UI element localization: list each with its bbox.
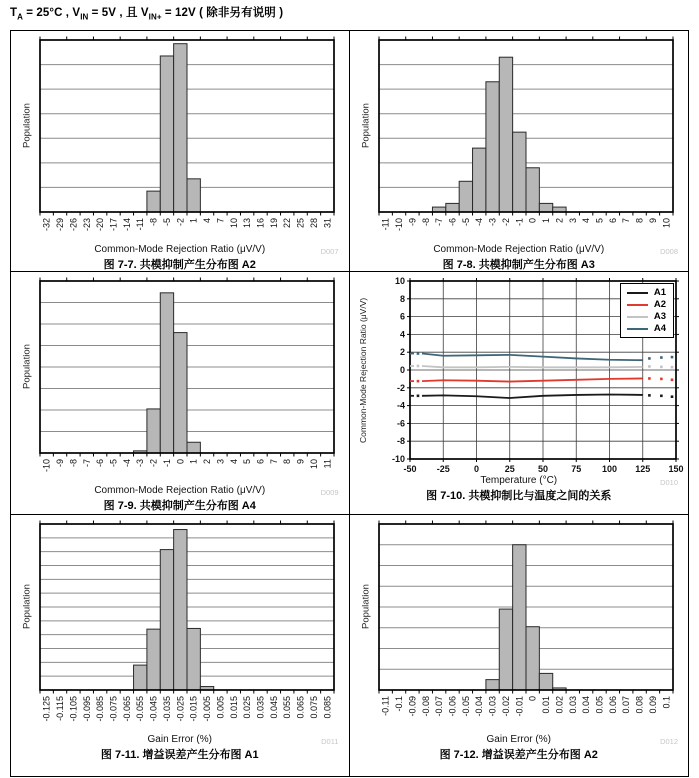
- figure-caption: 图 7-9. 共模抑制产生分布图 A4: [103, 500, 256, 512]
- svg-text:-0.07: -0.07: [433, 696, 444, 717]
- svg-text:0.03: 0.03: [567, 696, 578, 714]
- svg-text:0.02: 0.02: [554, 696, 565, 714]
- svg-text:-6: -6: [447, 218, 458, 227]
- svg-text:6: 6: [255, 459, 266, 465]
- svg-text:-1: -1: [514, 218, 525, 227]
- svg-text:8: 8: [281, 459, 292, 465]
- svg-text:-6: -6: [94, 459, 105, 468]
- svg-text:-14: -14: [121, 218, 132, 232]
- svg-text:-0.025: -0.025: [175, 696, 186, 722]
- svg-text:1: 1: [540, 218, 551, 224]
- svg-text:-0.08: -0.08: [420, 696, 431, 717]
- svg-text:3: 3: [215, 459, 226, 465]
- svg-text:150: 150: [668, 464, 684, 474]
- svg-text:6: 6: [399, 311, 405, 322]
- x-axis-row: [11, 734, 349, 746]
- svg-text:-0.02: -0.02: [500, 696, 511, 717]
- svg-text:-7: -7: [433, 218, 444, 227]
- svg-text:16: 16: [255, 218, 266, 229]
- svg-text:-9: -9: [54, 459, 65, 468]
- svg-text:-0.105: -0.105: [68, 696, 79, 722]
- svg-text:0.025: 0.025: [241, 696, 252, 719]
- svg-text:-7: -7: [81, 459, 92, 468]
- svg-text:-8: -8: [148, 218, 159, 227]
- svg-text:-3: -3: [487, 218, 498, 227]
- svg-text:100: 100: [601, 464, 617, 474]
- y-axis-title: Population: [360, 103, 372, 149]
- svg-text:-0.05: -0.05: [460, 696, 471, 717]
- svg-text:28: 28: [308, 218, 319, 229]
- svg-text:-8: -8: [396, 436, 405, 447]
- figure-cell-7-8: [350, 31, 689, 272]
- x-axis-row: [350, 734, 689, 746]
- legend-label: A2: [653, 299, 666, 310]
- y-axis-title: Population: [21, 344, 33, 390]
- x-axis-title: Common-Mode Rejection Ratio (μV/V): [94, 244, 266, 255]
- svg-text:1: 1: [188, 218, 199, 224]
- legend-line-swatch: [627, 328, 648, 330]
- watermark: D009: [320, 488, 339, 497]
- svg-text:4: 4: [399, 329, 405, 340]
- svg-text:-0.06: -0.06: [447, 696, 458, 717]
- svg-text:1: 1: [188, 459, 199, 465]
- svg-text:-0.01: -0.01: [514, 696, 525, 717]
- x-axis-row: [11, 485, 349, 497]
- figure-caption: 图 7-12. 增益误差产生分布图 A2: [439, 749, 598, 761]
- svg-text:-8: -8: [68, 459, 79, 468]
- svg-text:10: 10: [308, 459, 319, 470]
- x-axis-title: Common-Mode Rejection Ratio (μV/V): [433, 244, 605, 255]
- svg-text:0.09: 0.09: [647, 696, 658, 714]
- figure-cell-7-11: [11, 515, 350, 776]
- svg-text:4: 4: [228, 459, 239, 465]
- svg-text:-26: -26: [68, 218, 79, 232]
- svg-text:-0.035: -0.035: [161, 696, 172, 722]
- figure-caption: 图 7-8. 共模抑制产生分布图 A3: [442, 259, 595, 271]
- watermark: D010: [660, 478, 678, 487]
- legend-item-a3: [627, 311, 666, 322]
- svg-text:-50: -50: [403, 464, 417, 474]
- figure-grid: [10, 30, 689, 777]
- svg-text:-17: -17: [108, 218, 119, 232]
- svg-text:-0.04: -0.04: [473, 696, 484, 717]
- svg-text:0.035: 0.035: [255, 696, 266, 719]
- svg-text:4: 4: [201, 218, 212, 224]
- figure-caption: 图 7-10. 共模抑制比与温度之间的关系: [426, 490, 612, 502]
- svg-text:-11: -11: [134, 218, 145, 231]
- svg-text:-8: -8: [420, 218, 431, 227]
- plot-area: [11, 275, 349, 485]
- svg-text:0.08: 0.08: [634, 696, 645, 714]
- y-axis-title: Population: [360, 584, 372, 630]
- svg-text:0.015: 0.015: [228, 696, 239, 719]
- svg-text:2: 2: [201, 459, 212, 465]
- svg-text:5: 5: [241, 459, 252, 465]
- x-axis-title: Gain Error (%): [147, 734, 212, 745]
- svg-text:75: 75: [570, 464, 582, 474]
- x-axis-row: [11, 244, 349, 256]
- svg-text:-0.055: -0.055: [134, 696, 145, 722]
- svg-text:-0.015: -0.015: [188, 696, 199, 722]
- svg-text:-10: -10: [393, 218, 404, 232]
- svg-text:7: 7: [620, 218, 631, 224]
- svg-text:-0.045: -0.045: [148, 696, 159, 722]
- svg-text:0: 0: [175, 459, 186, 465]
- svg-text:0.1: 0.1: [661, 696, 672, 709]
- svg-text:-2: -2: [500, 218, 511, 227]
- svg-text:10: 10: [661, 218, 672, 229]
- legend-label: A4: [653, 323, 666, 334]
- svg-text:-0.115: -0.115: [54, 696, 65, 721]
- svg-text:0: 0: [527, 218, 538, 224]
- svg-text:4: 4: [580, 218, 591, 224]
- figure-cell-7-9: [11, 272, 350, 515]
- figure-cell-7-7: [11, 31, 350, 272]
- svg-text:7: 7: [268, 459, 279, 465]
- legend-item-a1: [627, 287, 666, 298]
- svg-text:0.005: 0.005: [215, 696, 226, 719]
- svg-text:-0.125: -0.125: [41, 696, 52, 722]
- figure-caption: 图 7-11. 增益误差产生分布图 A1: [100, 749, 259, 761]
- x-axis-title: Gain Error (%): [486, 734, 551, 745]
- svg-text:2: 2: [399, 347, 405, 358]
- svg-text:-4: -4: [396, 400, 405, 411]
- y-axis-title: Population: [21, 584, 33, 630]
- svg-text:9: 9: [647, 218, 658, 224]
- x-axis-title: Common-Mode Rejection Ratio (μV/V): [94, 485, 266, 496]
- watermark: D011: [321, 737, 339, 746]
- svg-text:-5: -5: [161, 218, 172, 227]
- plot-area: [11, 518, 349, 734]
- svg-text:-32: -32: [41, 218, 52, 232]
- svg-text:-5: -5: [460, 218, 471, 227]
- svg-text:-2: -2: [175, 218, 186, 227]
- legend-label: A1: [653, 287, 666, 298]
- svg-text:-9: -9: [407, 218, 418, 227]
- svg-text:22: 22: [281, 218, 292, 229]
- svg-text:-1: -1: [161, 459, 172, 468]
- watermark: D007: [320, 247, 339, 256]
- svg-text:-0.065: -0.065: [121, 696, 132, 722]
- svg-text:6: 6: [607, 218, 618, 224]
- plot-area: [350, 518, 689, 734]
- svg-text:0: 0: [473, 464, 479, 474]
- legend-item-a2: [627, 299, 666, 310]
- legend-line-swatch: [627, 304, 648, 306]
- svg-text:0.055: 0.055: [281, 696, 292, 719]
- svg-text:19: 19: [268, 218, 279, 229]
- y-axis-title: Common-Mode Rejection Ratio (μV/V): [357, 297, 368, 443]
- svg-text:0.06: 0.06: [607, 696, 618, 714]
- svg-text:-10: -10: [41, 459, 52, 473]
- svg-text:-4: -4: [473, 218, 484, 227]
- svg-text:-10: -10: [391, 454, 405, 464]
- x-axis-row: [350, 244, 689, 256]
- figure-cell-7-12: [350, 515, 689, 776]
- y-axis-title: Population: [21, 103, 33, 149]
- svg-text:-20: -20: [94, 218, 105, 232]
- svg-text:8: 8: [634, 218, 645, 224]
- svg-text:0.065: 0.065: [295, 696, 306, 719]
- figure-caption: 图 7-7. 共模抑制产生分布图 A2: [103, 259, 256, 271]
- svg-text:-0.005: -0.005: [201, 696, 212, 722]
- watermark: D012: [660, 737, 678, 746]
- svg-text:0.05: 0.05: [594, 696, 605, 714]
- legend-label: A3: [653, 311, 666, 322]
- svg-text:-25: -25: [436, 464, 450, 474]
- svg-text:-0.11: -0.11: [380, 696, 391, 716]
- histogram-cmrr-a3: [375, 34, 681, 244]
- svg-text:10: 10: [228, 218, 239, 229]
- svg-text:11: 11: [322, 459, 333, 469]
- svg-text:-23: -23: [81, 218, 92, 232]
- watermark: D008: [660, 247, 678, 256]
- svg-text:0.045: 0.045: [268, 696, 279, 719]
- svg-text:8: 8: [399, 293, 405, 304]
- svg-text:3: 3: [567, 218, 578, 224]
- svg-text:13: 13: [241, 218, 252, 229]
- svg-text:-2: -2: [148, 459, 159, 468]
- svg-text:-0.03: -0.03: [487, 696, 498, 717]
- svg-text:-11: -11: [380, 218, 391, 231]
- legend: [620, 283, 674, 338]
- histogram-gain-error-a2: [375, 518, 681, 734]
- svg-text:2: 2: [554, 218, 565, 224]
- svg-text:-3: -3: [134, 459, 145, 468]
- svg-text:50: 50: [537, 464, 548, 474]
- x-axis-row: [350, 475, 689, 487]
- svg-text:9: 9: [295, 459, 306, 465]
- svg-text:25: 25: [295, 218, 306, 229]
- svg-text:-0.09: -0.09: [407, 696, 418, 717]
- svg-text:-6: -6: [396, 418, 405, 429]
- svg-text:0.01: 0.01: [540, 696, 551, 714]
- legend-line-swatch: [627, 292, 648, 294]
- plot-area: [11, 34, 349, 244]
- svg-text:-0.075: -0.075: [108, 696, 119, 722]
- plot-area: [350, 34, 689, 244]
- svg-text:-0.085: -0.085: [94, 696, 105, 722]
- svg-text:-0.095: -0.095: [81, 696, 92, 722]
- svg-text:31: 31: [322, 218, 333, 229]
- svg-text:0: 0: [399, 365, 405, 375]
- svg-text:0: 0: [527, 696, 538, 702]
- svg-text:125: 125: [634, 464, 651, 474]
- svg-text:25: 25: [504, 464, 515, 474]
- legend-line-swatch: [627, 316, 648, 318]
- histogram-cmrr-a2: [36, 34, 342, 244]
- plot-area: [350, 275, 689, 475]
- figure-cell-7-10: [350, 272, 689, 515]
- svg-text:-29: -29: [54, 218, 65, 232]
- x-axis-title: Temperature (°C): [480, 475, 558, 486]
- svg-text:10: 10: [394, 276, 405, 286]
- svg-text:0.075: 0.075: [308, 696, 319, 719]
- svg-text:7: 7: [215, 218, 226, 224]
- svg-text:-5: -5: [108, 459, 119, 468]
- svg-text:-2: -2: [396, 382, 405, 393]
- svg-text:-4: -4: [121, 459, 132, 468]
- test-conditions: $T_A = 25^\circ C$ , $V_{IN} = 5V$ , 且 $V_{IN+} = 12V$ ( 除非另有说明 ): [10, 7, 284, 22]
- histogram-cmrr-a4: [36, 275, 342, 485]
- svg-text:0.085: 0.085: [322, 696, 333, 719]
- svg-text:0.07: 0.07: [620, 696, 631, 714]
- legend-item-a4: [627, 323, 666, 334]
- histogram-gain-error-a1: [36, 518, 342, 734]
- svg-text:5: 5: [594, 218, 605, 224]
- svg-text:-0.1: -0.1: [393, 696, 404, 712]
- svg-text:0.04: 0.04: [580, 696, 591, 714]
